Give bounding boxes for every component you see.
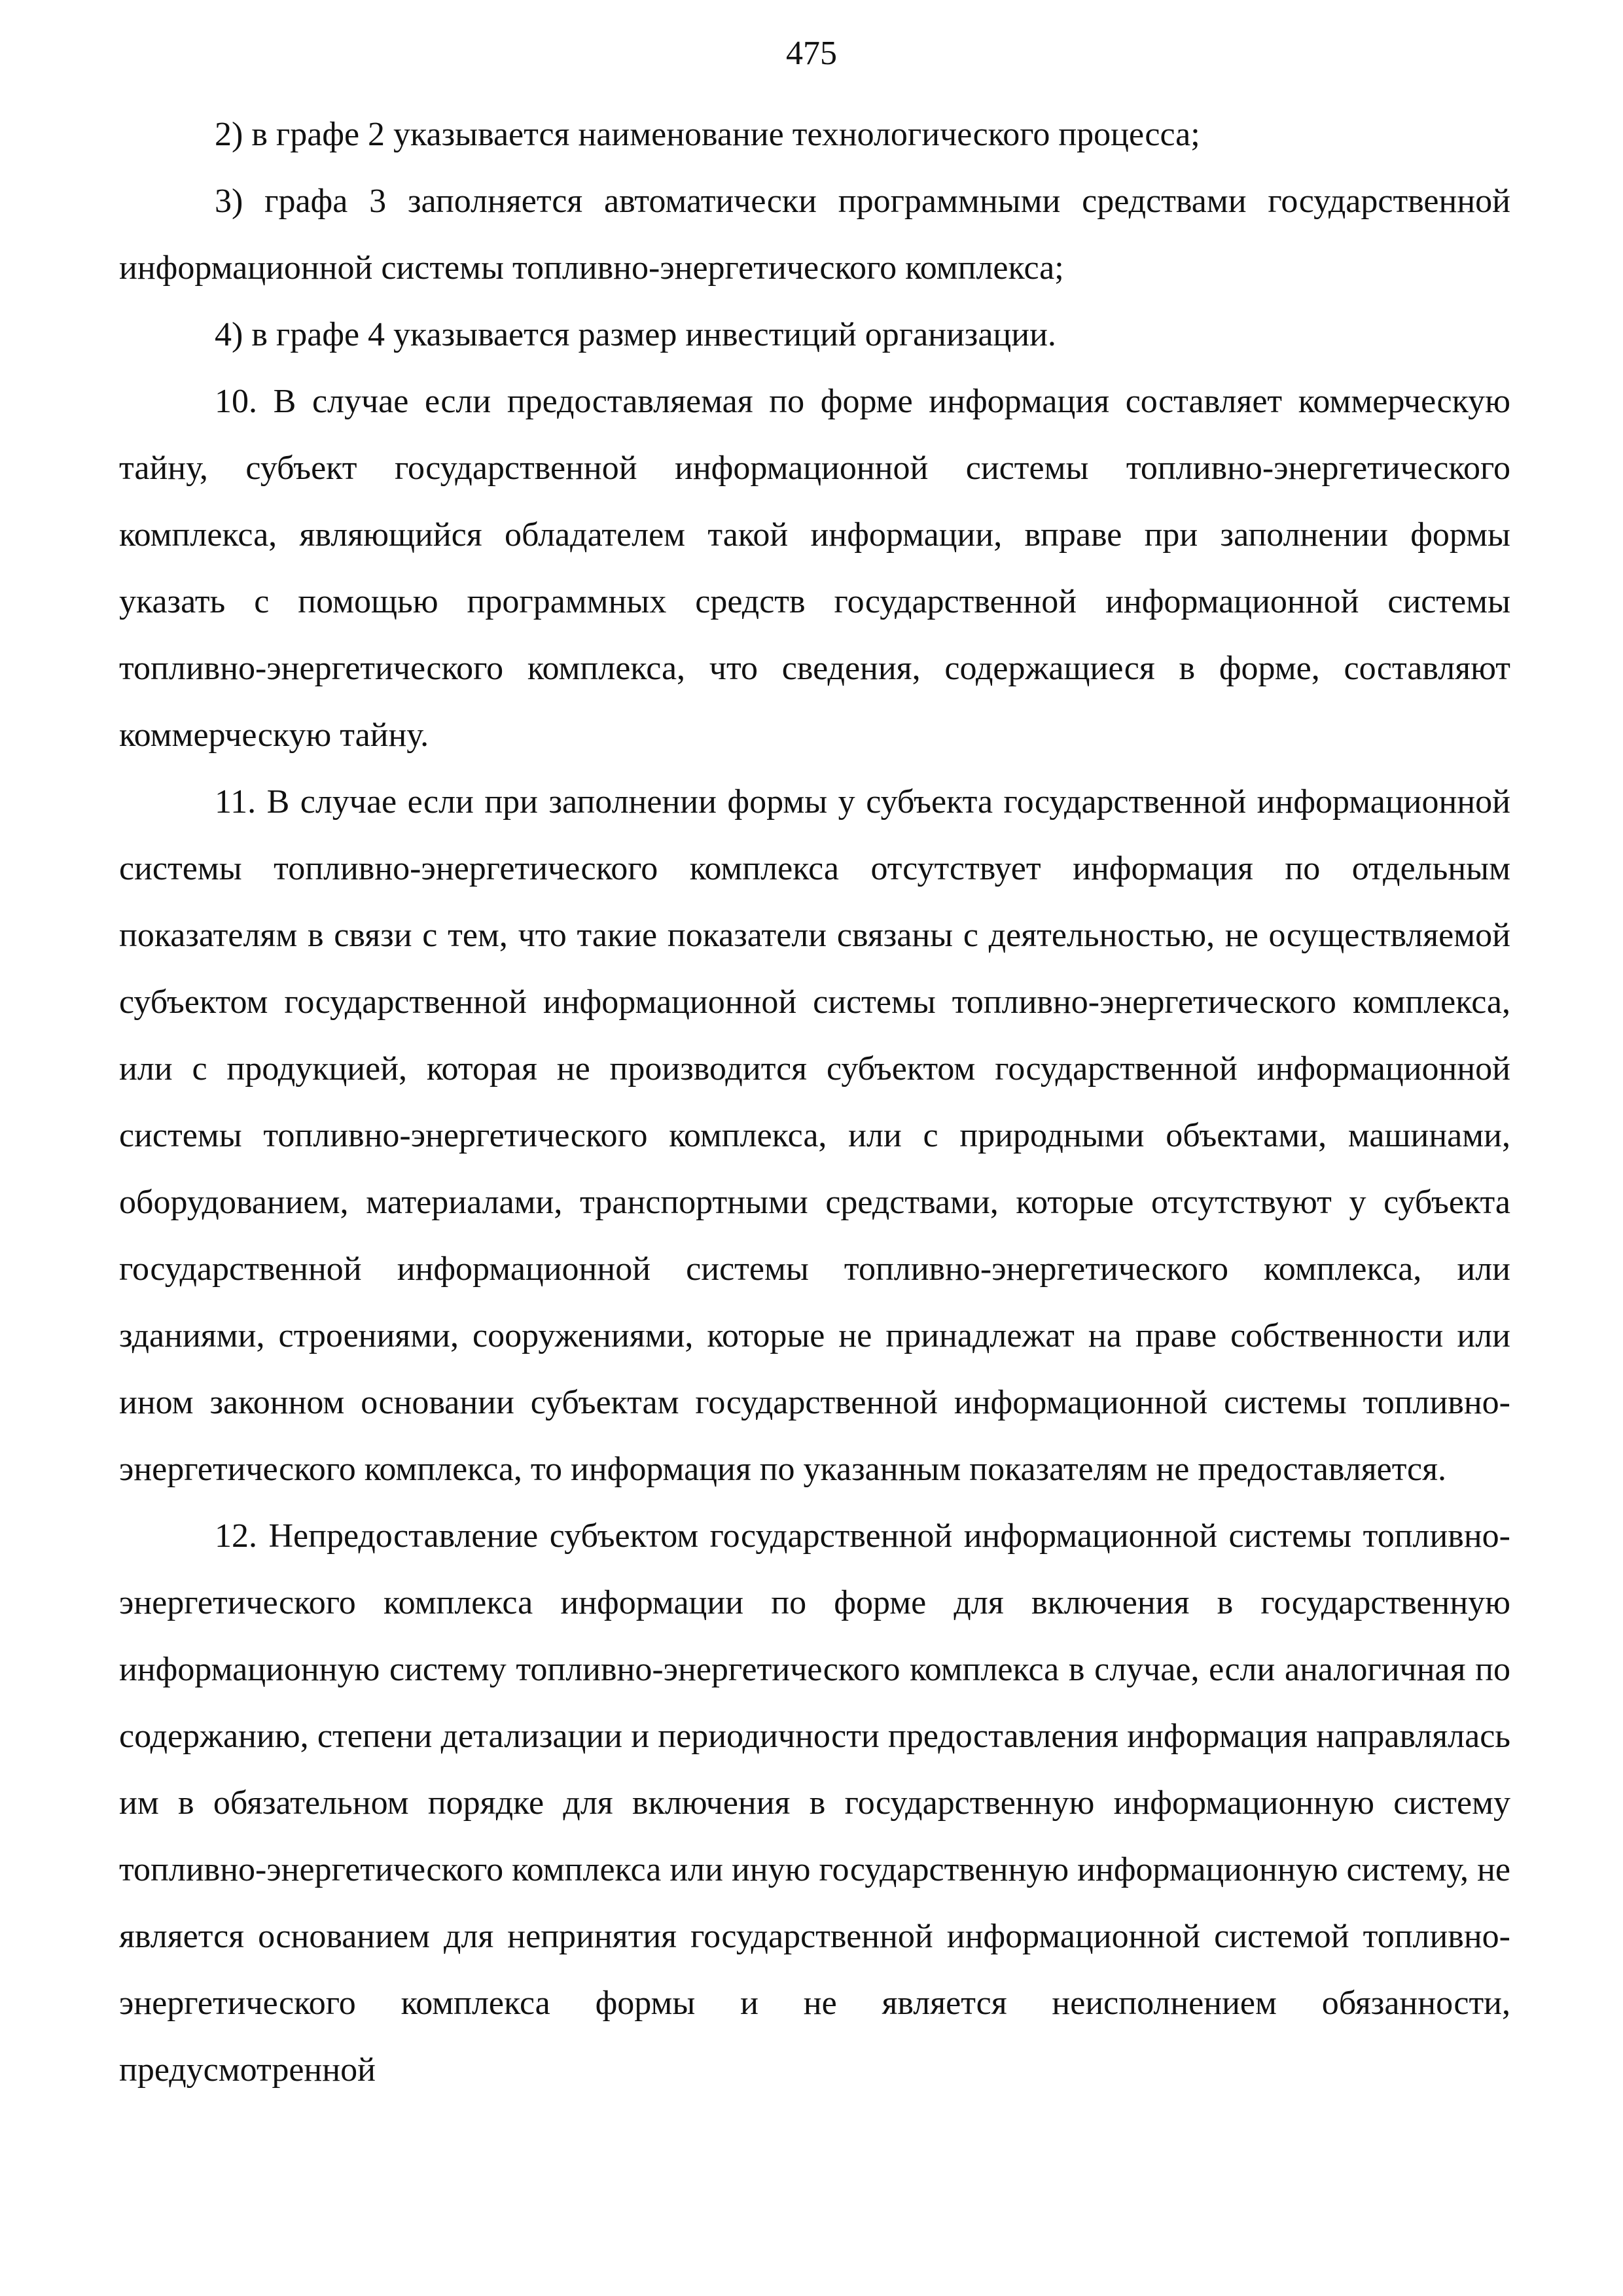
page-number: 475 — [786, 35, 837, 72]
paragraph-11: 11. В случае если при заполнении формы у субъекта государственной информационной системы топливно-энергетического комплекса отсутствует информация по отдельным показателям в связи с тем, что такие показатели связаны с деятельностью, не осуществляемой субъектом государственной информационной системы топливно-энергетического комплекса, или с продукцией, которая не производится субъектом государственной информационной системы топливно-энергетического комплекса, или с природными объектами, машинами, оборудованием, материалами, транспортными средствами, которые отсутствуют у субъекта государственной информационной системы топливно-энергетического комплекса, или зданиями, строениями, сооружениями, которые не принадлежат на праве собственности или ином законном основании субъектам государственной информационной системы топливно-энергетического комплекса, то информация по указанным показателям не предоставляется. — [119, 783, 1510, 1488]
paragraph-item-3: 3) графа 3 заполняется автоматически программными средствами государственной информационной системы топливно-энергетического комплекса; — [119, 183, 1510, 287]
paragraph-item-4: 4) в графе 4 указывается размер инвестиций организации. — [215, 316, 1056, 353]
paragraph-item-2: 2) в графе 2 указывается наименование технологического процесса; — [215, 116, 1200, 153]
paragraph-10: 10. В случае если предоставляемая по форме информация составляет коммерческую тайну, субъект государственной информационной системы топливно-энергетического комплекса, являющийся обладателем такой информации, вправе при заполнении формы указать с помощью программных средств государственной информационной системы топливно-энергетического комплекса, что сведения, содержащиеся в форме, составляют коммерческую тайну. — [119, 383, 1510, 754]
paragraph-12: 12. Непредоставление субъектом государственной информационной системы топливно-энергетического комплекса информации по форме для включения в государственную информационную систему топливно-энергетического комплекса в случае, если аналогичная по содержанию, степени детализации и периодичности предоставления информация направлялась им в обязательном порядке для включения в государственную информационную систему топливно-энергетического комплекса или иную государственную информационную систему, не является основанием для непринятия государственной информационной системой топливно-энергетического комплекса формы и не является неисполнением обязанности, предусмотренной — [119, 1517, 1510, 2089]
document-body — [119, 101, 1510, 2104]
